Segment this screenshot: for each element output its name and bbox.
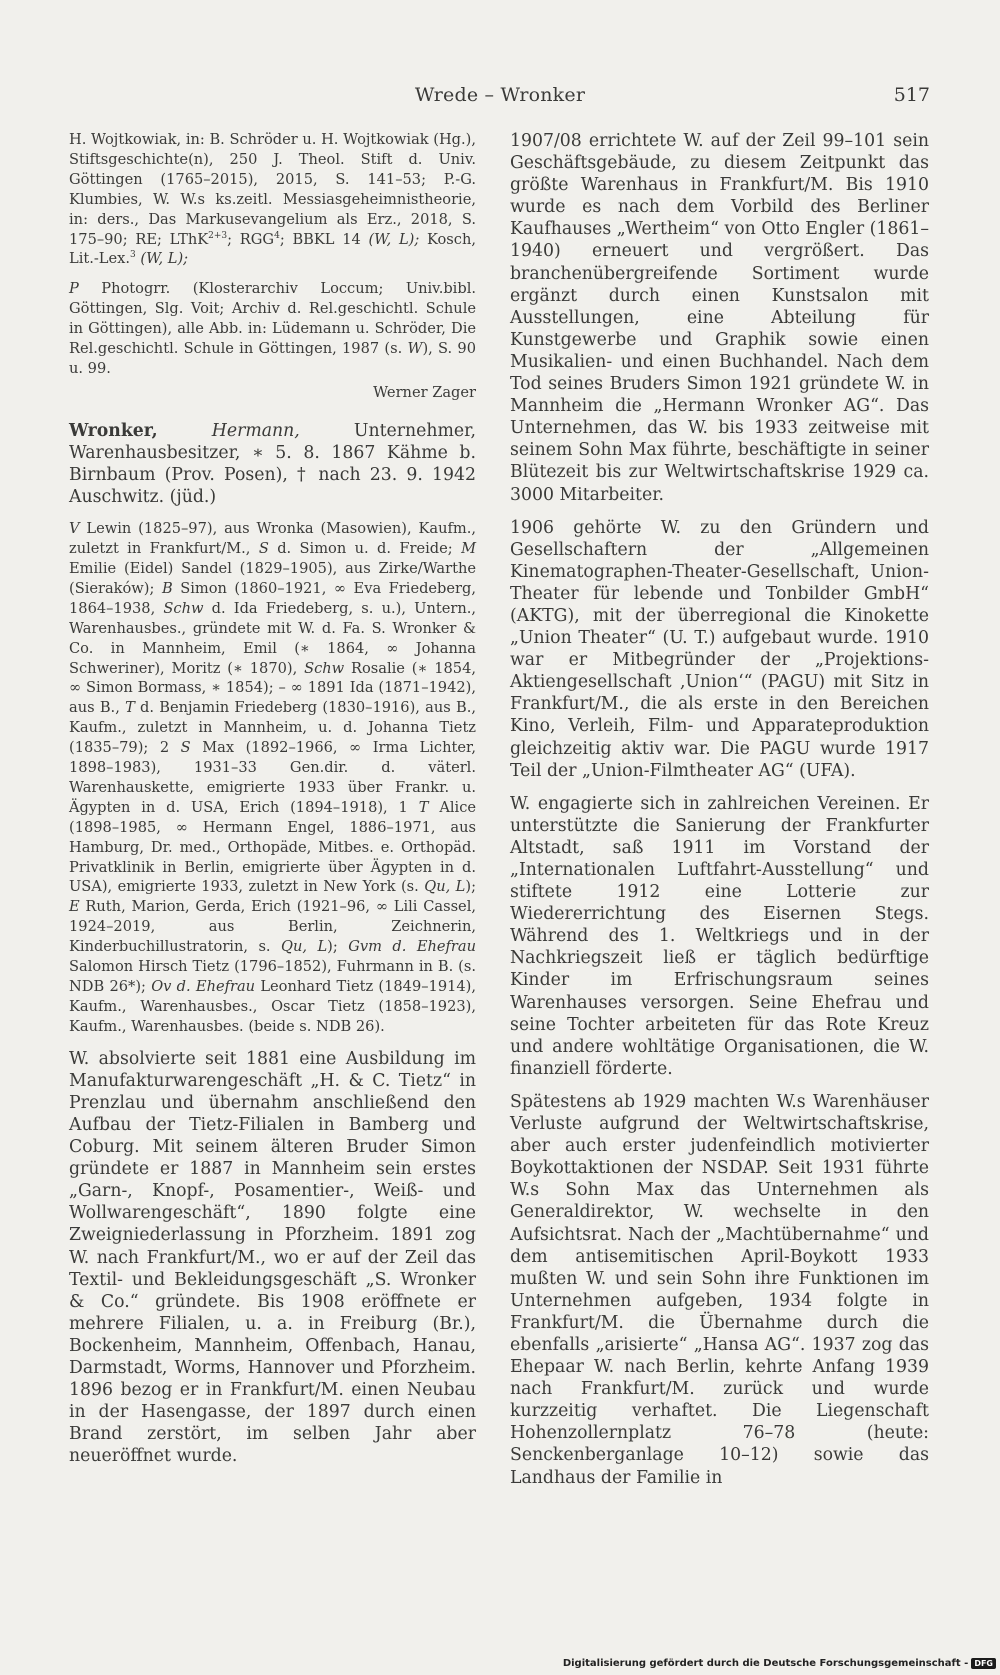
genealogy-abbrev: Schw — [163, 599, 204, 617]
genealogy-text: ); — [465, 878, 476, 896]
genealogy-text: d. Ida Friedeberg, s. u.), Untern., Warenhausbes., gründete mit W. d. Fa. S. Wronker & Co. in Mannheim, Emil (∗ 1864, ∞ Johanna Schweriner), Moritz (∗ 1870), — [69, 599, 477, 677]
left-column — [69, 130, 476, 1468]
page-number: 517 — [893, 84, 930, 106]
genealogy-abbrev: T — [125, 699, 135, 717]
genealogy-text: Leonhard Tietz (1849–1914), Kaufm., Warenhausbes., Oscar Tietz (1858–1923), Kaufm., Warenhausbes. (beide s. NDB 26). — [69, 978, 477, 1035]
genealogy-abbrev: Schw — [304, 659, 345, 677]
genealogy-text: ); — [327, 938, 349, 956]
genealogy-abbrev: Gvm d. Ehefrau — [348, 938, 476, 956]
body-paragraph: Spätestens ab 1929 machten W.s Warenhäuser Verluste aufgrund der Weltwirtschaftskrise, aber auch erster judenfeindlich motivierter Boykottaktionen der NSDAP. Seit 1931 führte W.s Sohn Max das Unternehmen als Generaldirektor, W. wechselte in den Aufsichtsrat. Nach der „Machtübernahme“ und dem antisemitischen April-Boykott 1933 mußten W. und sein Sohn ihre Funktionen im Unternehmen aufgeben, 1934 folgte in Frankfurt/M. die Übernahme durch die ebenfalls „arisierte“ „Hansa AG“. 1937 zog das Ehepaar W. nach Berlin, kehrte Anfang 1939 nach Frankfurt/M. zurück und wurde kurzzeitig verhaftet. Die Liegenschaft Hohenzollernplatz 76–78 (heute: Senckenberganlage 10–12) sowie das Landhaus der Familie in — [510, 1091, 929, 1488]
running-header — [70, 84, 930, 112]
dfg-logo: DFG — [971, 1658, 996, 1669]
genealogy-text: d. Benjamin Friedeberg (1830–1916), aus B., Kaufm., zuletzt in Mannheim, u. d. Johanna Tietz (1835–79); 2 — [69, 699, 476, 757]
genealogy-text: Ruth, Marion, Gerda, Erich (1921–96, ∞ Lili Cassel, 1924–2019, aus Berlin, Zeichnerin, Kinderbuchillustratorin, s. — [69, 898, 476, 956]
genealogy-text: Emilie (Eidel) Sandel (1829–1905), aus Zirke/Warthe (Sieraków); — [69, 559, 476, 597]
genealogy-text: Simon (1860–1921, ∞ Eva Friedeberg, 1864–1938, — [69, 579, 476, 617]
genealogy-text: Salomon Hirsch Tietz (1796–1852), Fuhrmann in B. (s. NDB 26*); — [69, 958, 476, 995]
body-paragraph: 1906 gehörte W. zu den Gründern und Gesellschaftern der „Allgemeinen Kinematographen-Theater-Gesellschaft, Union-Theater für lebende und Tonbilder GmbH“ (AKTG), mit der überregional die Kinokette „Union Theater“ (U. T.) aufgebaut wurde. 1910 war er Mitbegründer der „Projektions-Aktiengesellschaft ‚Union‘“ (PAGU) mit Sitz in Frankfurt/M., die als erste in den Bereichen Kino, Verleih, Film- und Apparateproduktion gleichzeitig aktiv war. Die PAGU wurde 1917 Teil der „Union-Filmtheater AG“ (UFA). — [510, 517, 929, 781]
article-author: Werner Zager — [373, 383, 476, 401]
entry-headword: Wronker, Hermann, Unternehmer, Warenhausbesitzer, ∗ 5. 8. 1867 Kähme b. Birnbaum (Prov. Posen), † nach 23. 9. 1942 Auschwitz. (jüd.) — [69, 420, 477, 508]
genealogy-block — [69, 519, 476, 1037]
literature-block: H. Wojtkowiak, in: B. Schröder u. H. Wojtkowiak (Hg.), Stiftsgeschichte(n), 250 J. Theol. Stift d. Univ. Göttingen (1765–2015), 2015, S. 141–53; P.-G. Klumbies, W. W.s ks.zeitl. Messiasgeheimnistheorie, in: ders., Das Markusevangelium als Erz., 2018, S. 175–90; RE; LThK$^{2+3}$; RGG$^4$; BBKL 14 (W, L); Kosch, Lit.-Lex.$^3$ (W, L); — [69, 131, 476, 268]
body-paragraph: 1907/08 errichtete W. auf der Zeil 99–101 sein Geschäftsgebäude, zu diesem Zeitpunkt das größte Warenhaus in Frankfurt/M. Bis 1910 wurde es nach dem Vorbild des Berliner Kaufhauses „Wertheim“ von Otto Engler (1861–1940) erneuert und vergrößert. Das branchenübergreifende Sortiment wurde ergänzt durch einen Kunstsalon mit Ausstellungen, eine Abteilung für Kunstgewerbe und Graphik sowie einen Musikalien- und einen Buchhandel. Nach dem Tod seines Bruders Simon 1921 gründete W. in Mannheim die „Hermann Wronker AG“. Das Unternehmen, das W. bis 1933 zeitweise mit seinem Sohn Max führte, beschäftigte in seiner Blütezeit bis zur Weltwirtschaftskrise 1929 ca. 3000 Mitarbeiter. — [510, 131, 929, 505]
right-column — [510, 130, 929, 1489]
headword-firstname: Hermann, — [211, 420, 300, 441]
genealogy-abbrev: Qu, L — [281, 938, 328, 956]
genealogy-abbrev: M — [461, 540, 477, 558]
genealogy-text: Alice (1898–1985, ∞ Hermann Engel, 1886–1971, aus Hamburg, Dr. med., Orthopäde, Mitbes. e. Orthopäd. Privatklinik in Berlin, emigrierte über Ägypten in d. USA), emigrierte 1933, zuletzt in New York (s. — [69, 798, 477, 896]
genealogy-text: Lewin (1825–97), aus Wronka (Masowien), Kaufm., zuletzt in Frankfurt/M., — [69, 520, 476, 558]
genealogy-text: Rosalie (∗ 1854, ∞ Simon Bormass, ∗ 1854); – ∞ 1891 Ida (1871–1942), aus B., — [69, 659, 476, 717]
body-paragraph: W. absolvierte seit 1881 eine Ausbildung im Manufakturwarengeschäft „H. & C. Tietz“ in Prenzlau und übernahm anschließend den Aufbau der Tietz-Filialen in Bamberg und Coburg. Mit seinem älteren Bruder Simon gründete er 1887 in Mannheim sein erstes „Garn-, Knopf-, Posamentier-, Weiß- und Wollwarengeschäft“, 1890 folgte eine Zweigniederlassung in Pforzheim. 1891 zog W. nach Frankfurt/M., wo er auf der Zeil das Textil- und Bekleidungsgeschäft „S. Wronker & Co.“ gründete. Bis 1908 eröffnete er mehrere Filialen, u. a. in Freiburg (Br.), Bockenheim, Mannheim, Offenbach, Hanau, Darmstadt, Worms, Hannover und Pforzheim. 1896 bezog er in Frankfurt/M. einen Neubau in der Hasengasse, der 1897 durch einen Brand zerstört, im selben Jahr aber neueröffnet wurde. — [69, 1048, 476, 1467]
body-paragraph: W. engagierte sich in zahlreichen Vereinen. Er unterstützte die Sanierung der Frankfurter Altstadt, saß 1911 im Vorstand der „Internationalen Luftfahrt-Ausstellung“ und stiftete 1912 eine Lotterie zur Wiedererrichtung des Eisernen Stegs. Während des 1. Weltkriegs und in der Nachkriegszeit ließ er täglich bedürftige Kinder im Erfrischungsraum seines Warenhauses versorgen. Seine Ehefrau und seine Tochter arbeiteten für das Rote Kreuz und andere wohltätige Organisationen, die W. finanziell förderte. — [510, 793, 929, 1079]
genealogy-text: Max (1892–1966, ∞ Irma Lichter, 1898–1983), 1931–33 Gen.dir. d. väterl. Warenhauskette, emigrierte 1933 über Frankr. u. Ägypten in d. USA, Erich (1894–1918), 1 — [69, 739, 477, 816]
portrait-block: P Photogrr. (Klosterarchiv Loccum; Univ.bibl. Göttingen, Slg. Voit; Archiv d. Rel.geschichtl. Schule in Göttingen), alle Abb. in: Lüdemann u. Schröder, Die Rel.geschichtl. Schule in Göttingen, 1987 (s. W), S. 90 u. 99. — [69, 280, 476, 377]
genealogy-abbrev: B — [161, 579, 173, 597]
genealogy-text: d. Simon u. d. Freide; — [268, 540, 462, 558]
genealogy-abbrev: S — [258, 540, 269, 558]
genealogy-abbrev: E — [69, 898, 80, 916]
headword-name: Wronker, — [69, 420, 158, 441]
genealogy-abbrev: Ov d. Ehefrau — [151, 978, 256, 995]
footer-text: Digitalisierung gefördert durch die Deutsche Forschungsgemeinschaft - — [562, 1658, 969, 1669]
genealogy-abbrev: S — [180, 739, 191, 757]
genealogy-abbrev: V — [69, 520, 80, 538]
running-title: Wrede – Wronker — [414, 84, 586, 106]
digitization-footer — [563, 1658, 996, 1669]
genealogy-abbrev: Qu, L — [424, 878, 466, 896]
genealogy-abbrev: T — [418, 798, 429, 816]
